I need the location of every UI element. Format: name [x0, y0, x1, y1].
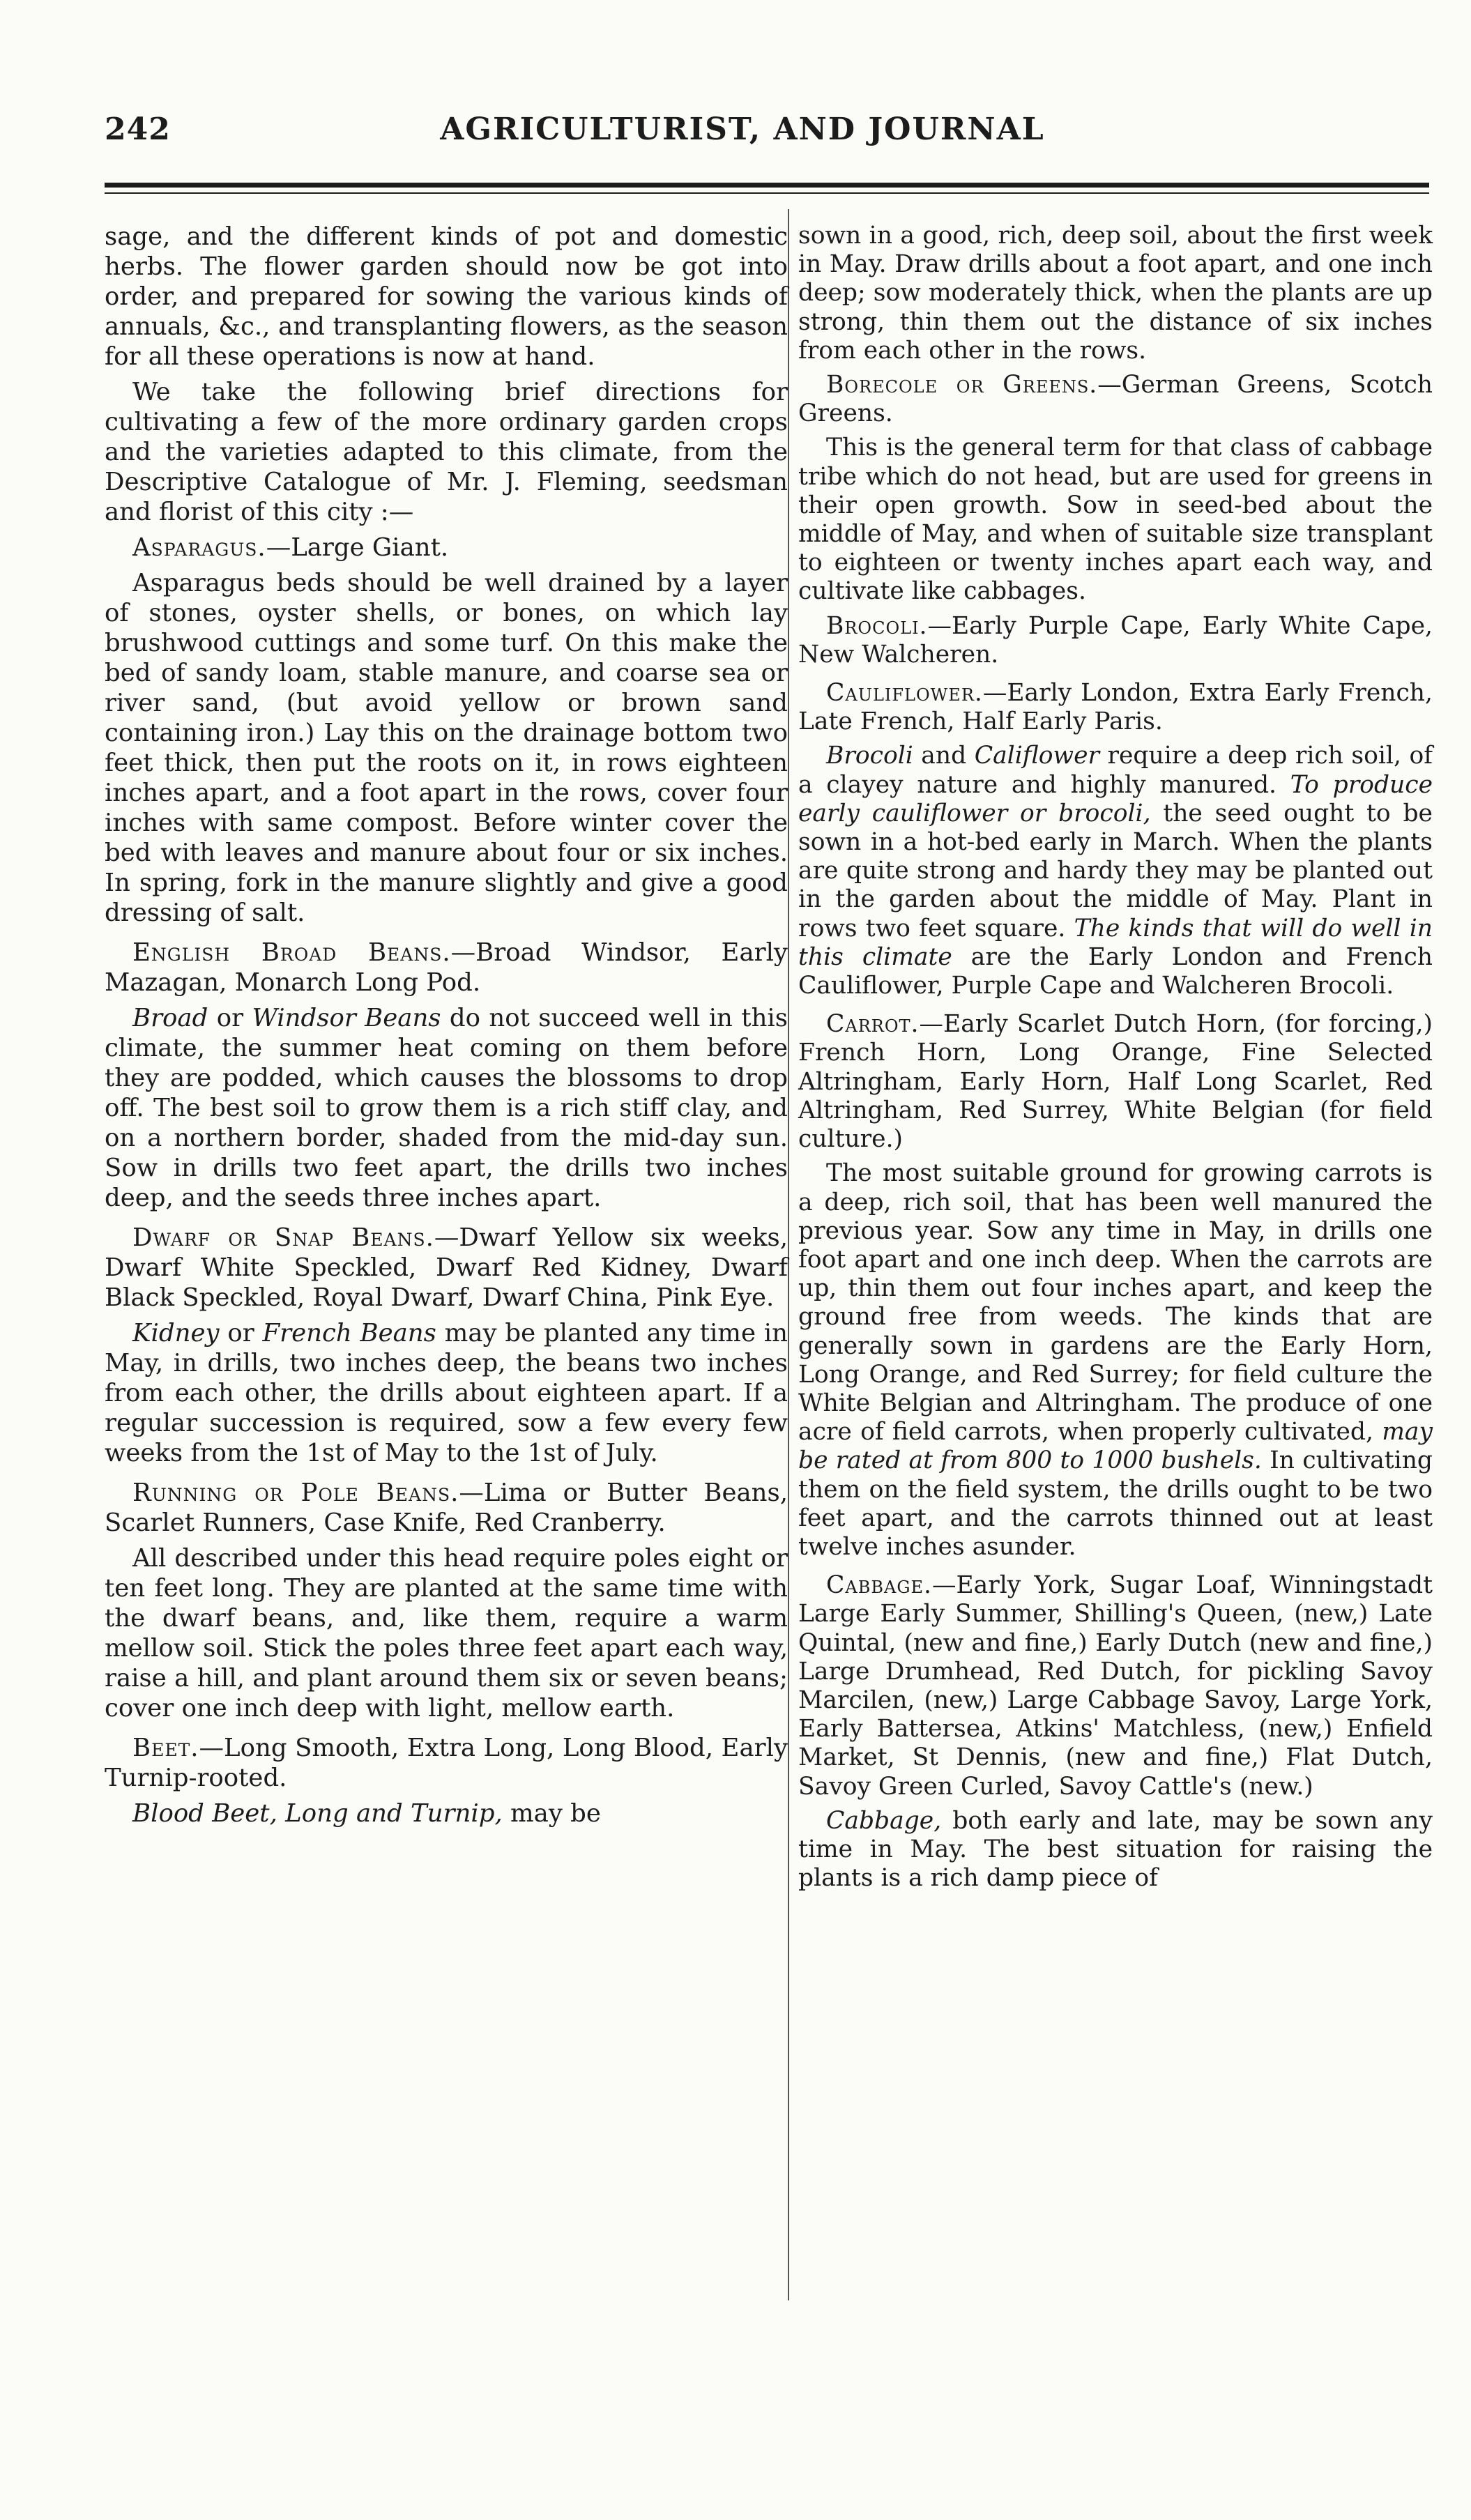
entry-heading — [798, 1571, 1433, 1801]
entry-heading — [798, 612, 1433, 669]
text-run: do not succeed well in this climate, the summer heat coming on them before they are podded, which causes the blossoms to drop off. The best soil to grow them is a rich stiff clay, and on a northern border, shaded from the mid-day sun. Sow in drills two feet apart, the drills two inches deep, and the seeds three inches apart. — [105, 1004, 788, 1212]
entry-varieties: —Early Purple Cape, Early White Cape, New Walcheren. — [798, 611, 1433, 669]
entry-varieties: —Dwarf Yellow six weeks, Dwarf White Speckled, Dwarf Red Kidney, Dwarf Black Speckled, Royal Dwarf, Dwarf China, Pink Eye. — [105, 1223, 788, 1312]
text-run: both early and late, may be sown any time in May. The best situation for raising the plants is a rich damp piece of — [798, 1806, 1433, 1893]
entry-heading — [105, 1733, 788, 1793]
entry-title: Borecole or Greens. — [826, 371, 1098, 399]
paragraph: sown in a good, rich, deep soil, about the first week in May. Draw drills about a foot apart, and one inch deep; sow moderately thick, when the plants are up strong, thin them out the distance of six inches from each other in the rows. — [798, 222, 1433, 365]
paragraph — [105, 1003, 788, 1213]
entry-title: Running or Pole Beans. — [132, 1479, 459, 1507]
italic-phrase: The kinds that will do well in this climate — [798, 914, 1433, 971]
entry-title: Cabbage. — [826, 1571, 932, 1600]
entry-varieties: —Early Scarlet Dutch Horn, (for forcing,) French Horn, Long Orange, Fine Selected Altringham, Early Horn, Half Long Scarlet, Red Altringham, Red Surrey, White Belgian (for field culture.) — [798, 1010, 1433, 1154]
text-run: are the Early London and French Cauliflower, Purple Cape and Walcheren Brocoli. — [798, 942, 1433, 1000]
entry-heading — [798, 371, 1433, 428]
text-run: may be — [502, 1799, 601, 1828]
header-rule-thick — [105, 183, 1429, 188]
italic-term: Cabbage, — [826, 1806, 942, 1835]
italic-term: Califlower — [974, 742, 1099, 770]
entry-heading — [105, 1478, 788, 1538]
entry-title: Dwarf or Snap Beans. — [132, 1223, 434, 1252]
entry-heading — [105, 1223, 788, 1313]
entry-title: Beet. — [132, 1734, 199, 1762]
page-number: 242 — [105, 112, 171, 147]
entry-varieties: —Broad Windsor, Early Mazagan, Monarch Long Pod. — [105, 938, 788, 997]
italic-term: Windsor Beans — [252, 1004, 441, 1032]
paragraph — [798, 1159, 1433, 1561]
right-column — [798, 222, 1433, 1898]
italic-phrase: To produce early cauliflower or brocoli, — [798, 770, 1433, 827]
italic-term: Kidney — [132, 1319, 220, 1347]
paragraph: This is the general term for that class of cabbage tribe which do not head, but are used for greens in their open growth. Sow in seed-bed about the middle of May, and when of suitable size transplant to eighteen or twenty inches apart each way, and cultivate like cabbages. — [798, 434, 1433, 606]
entry-varieties: —Lima or Butter Beans, Scarlet Runners, Case Knife, Red Cranberry. — [105, 1479, 788, 1537]
entry-title: Brocoli. — [826, 611, 928, 640]
page-header — [105, 112, 1380, 153]
paragraph — [105, 1318, 788, 1468]
italic-term: French Beans — [262, 1319, 436, 1347]
text-run: may be planted any time in May, in drills, two inches deep, the beans two inches from each other, the drills about eighteen apart. If a regular succession is required, sow a few every few weeks from the 1st of May to the 1st of July. — [105, 1319, 788, 1467]
header-rule-thin — [105, 192, 1429, 194]
paragraph — [105, 1799, 788, 1828]
column-divider — [788, 209, 789, 2300]
entry-title: Asparagus. — [132, 533, 266, 562]
paragraph — [798, 1807, 1433, 1893]
italic-term: Blood Beet, Long and Turnip, — [132, 1799, 503, 1828]
entry-heading — [105, 533, 788, 563]
text-run: or — [219, 1319, 263, 1347]
entry-heading — [798, 679, 1433, 736]
paragraph: Asparagus beds should be well drained by a layer of stones, oyster shells, or bones, on which lay brushwood cuttings and some turf. On this make the bed of sandy loam, stable manure, and coarse sea or river sand, (but avoid yellow or brown sand containing iron.) Lay this on the drainage bottom two feet thick, then put the roots on it, in rows eighteen inches apart, and a foot apart in the rows, cover four inches with same compost. Before winter cover the bed with leaves and manure about four or six inches. In spring, fork in the manure slightly and give a good dressing of salt. — [105, 569, 788, 927]
italic-term: Brocoli — [826, 742, 913, 770]
paragraph: All described under this head require poles eight or ten feet long. They are planted at the same time with the dwarf beans, and, like them, require a warm mellow soil. Stick the poles three feet apart each way, raise a hill, and plant around them six or seven beans; cover one inch deep with light, mellow earth. — [105, 1544, 788, 1723]
entry-varieties: —Early London, Extra Early French, Late French, Half Early Paris. — [798, 679, 1433, 736]
text-run: require a deep rich soil, of a clayey nature and highly manured. — [798, 742, 1433, 799]
entry-title: Cauliflower. — [826, 679, 983, 708]
entry-varieties: —Early York, Sugar Loaf, Winningstadt Large Early Summer, Shilling's Queen, (new,) Late Quintal, (new and fine,) Early Dutch (new and fine,) Large Drumhead, Red Dutch, for pickling Savoy Marcilen, (new,) Large Cabbage Savoy, Large York, Early Battersea, Atkins' Matchless, (new,) Enfield Market, St Dennis, (new and fine,) Flat Dutch, Savoy Green Curled, Savoy Cattle's (new.) — [798, 1571, 1433, 1801]
entry-heading — [798, 1010, 1433, 1154]
entry-heading — [105, 938, 788, 998]
paragraph: We take the following brief directions for cultivating a few of the more ordinary garden crops and the varieties adapted to this climate, from the Descriptive Catalogue of Mr. J. Fleming, seedsman and florist of this city :— — [105, 378, 788, 526]
italic-term: Broad — [132, 1004, 208, 1032]
entry-title: English Broad Beans. — [132, 938, 451, 967]
text-run: The most suitable ground for growing carrots is a deep, rich soil, that has been well manured the previous year. Sow any time in May, in drills one foot apart and one inch deep. When the carrots are up, thin them out four inches apart, and keep the ground free from weeds. The kinds that are generally sown in gardens are the Early Horn, Long Orange, and Red Surrey; for field culture the White Belgian and Altringham. The produce of one acre of field carrots, when properly cultivated, — [798, 1159, 1433, 1446]
running-title: AGRICULTURIST, AND JOURNAL — [440, 112, 1045, 147]
paragraph: sage, and the different kinds of pot and domestic herbs. The flower garden should now be got into order, and prepared for sowing the various kinds of annuals, &c., and transplanting flowers, as the season for all these operations is now at hand. — [105, 222, 788, 371]
text-run: and — [913, 742, 975, 770]
text-run: or — [208, 1004, 252, 1032]
entry-varieties: —German Greens, Scotch Greens. — [798, 371, 1433, 428]
paragraph — [798, 742, 1433, 1000]
italic-phrase: may be rated at from 800 to 1000 bushels. — [798, 1418, 1433, 1475]
left-column — [105, 222, 788, 1834]
text-run: the seed ought to be sown in a hot-bed early in March. When the plants are quite strong and hardy they may be planted out in the garden about the middle of May. Plant in rows two feet square. — [798, 799, 1433, 942]
entry-varieties: —Long Smooth, Extra Long, Long Blood, Early Turnip-rooted. — [105, 1734, 788, 1792]
entry-title: Carrot. — [826, 1010, 920, 1039]
entry-varieties: —Large Giant. — [266, 533, 449, 562]
text-run: In cultivating them on the field system, the drills ought to be two feet apart, and the carrots thinned out at least twelve inches asunder. — [798, 1446, 1433, 1561]
